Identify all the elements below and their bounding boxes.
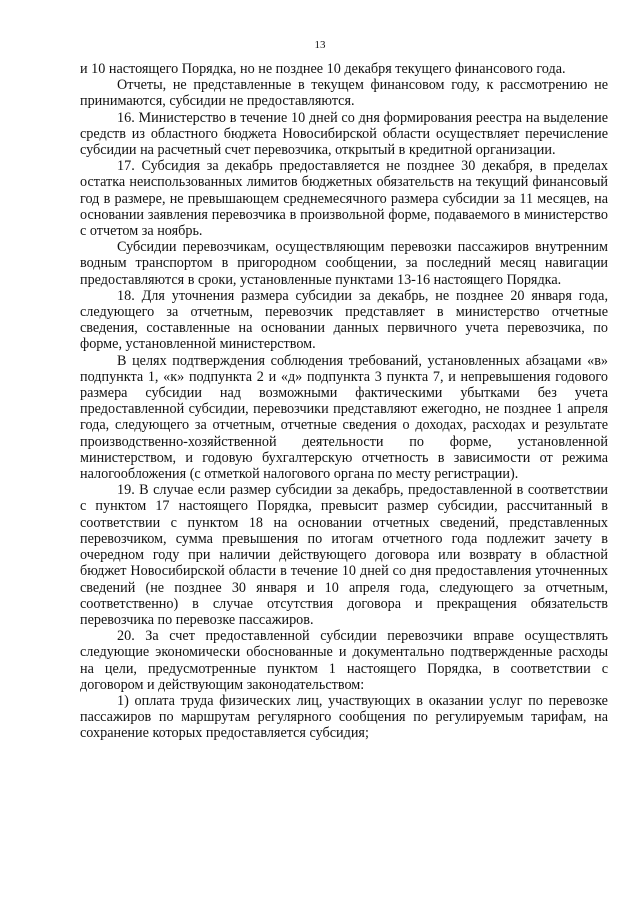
paragraph-item-19: 19. В случае если размер субсидии за декабрь, предоставленной в соответствии с пунктом 17 настоящего Порядка, превысит размер субсидии, рассчитанный в соответствии с пунктом 18 на основании отчетных сведений, представленных перевозчиком, сумма превышения по итогам отчетного года подлежит зачету в очередном году при наличии действующего договора или возврату в областной бюджет Новосибирской области в течение 10 дней со дня предоставления уточненных сведений (не позднее 30 января и 10 апреля года, следующего за отчетным, соответственно) в случае отсутствия договора и прекращения обязательств перевозчика по перевозке пассажиров.	[80, 482, 608, 628]
document-body	[80, 61, 608, 742]
paragraph-subitem-1: 1) оплата труда физических лиц, участвующих в оказании услуг по перевозке пассажиров по маршрутам регулярного сообщения по регулируемым тарифам, на сохранение которых предоставляется субсидия;	[80, 692, 608, 742]
paragraph-item-20: 20. За счет предоставленной субсидии перевозчики вправе осуществлять следующие экономически обоснованные и документально подтвержденные расходы на цели, предусмотренные пунктом 1 настоящего Порядка, в соответствии с договором и действующим законодательством:	[80, 628, 608, 693]
page-number: 13	[314, 39, 326, 51]
paragraph-compliance-confirmation: В целях подтверждения соблюдения требований, установленных абзацами «в» подпункта 1, «к» подпункта 2 и «д» подпункта 3 пункта 7, и непревышения годового размера субсидии над возможными фактическими убытками без учета предоставленной субсидии, перевозчики представляют ежегодно, не позднее 1 апреля года, следующего за отчетным, отчетные сведения о доходах, расходах и результате производственно-хозяйственной деятельности по форме, установленной министерством, и годовую бухгалтерскую отчетность в зависимости от режима налогообложения (с отметкой налогового органа по месту регистрации).	[80, 352, 608, 483]
paragraph-item-16: 16. Министерство в течение 10 дней со дня формирования реестра на выделение средств из областного бюджета Новосибирской области осуществляет перечисление субсидии на расчетный счет перевозчика, открытый в кредитной организации.	[80, 109, 608, 159]
paragraph-water-transport-subsidies: Субсидии перевозчикам, осуществляющим перевозки пассажиров внутренним водным транспортом в пригородном сообщении, за последний месяц навигации предоставляются в сроки, установленные пунктами 13-16 настоящего Порядка.	[80, 239, 608, 288]
paragraph-item-18: 18. Для уточнения размера субсидии за декабрь, не позднее 20 января года, следующего за отчетным, перевозчик представляет в министерство отчетные сведения, составленные на основании данных первичного учета перевозчика, по форме, установленной министерством.	[80, 287, 608, 353]
paragraph-item-17: 17. Субсидия за декабрь предоставляется не позднее 30 декабря, в пределах остатка неиспользованных лимитов бюджетных обязательств на текущий финансовый год в размере, не превышающем среднемесячного размера субсидии за 11 месяцев, на основании заявления перевозчика в произвольной форме, подаваемого в министерство с отчетом за ноябрь.	[80, 158, 608, 240]
paragraph-continuation: и 10 настоящего Порядка, но не позднее 10 декабря текущего финансового года.	[80, 61, 566, 77]
paragraph-reports-not-accepted: Отчеты, не представленные в текущем финансовом году, к рассмотрению не принимаются, субсидии не предоставляются.	[80, 77, 608, 110]
